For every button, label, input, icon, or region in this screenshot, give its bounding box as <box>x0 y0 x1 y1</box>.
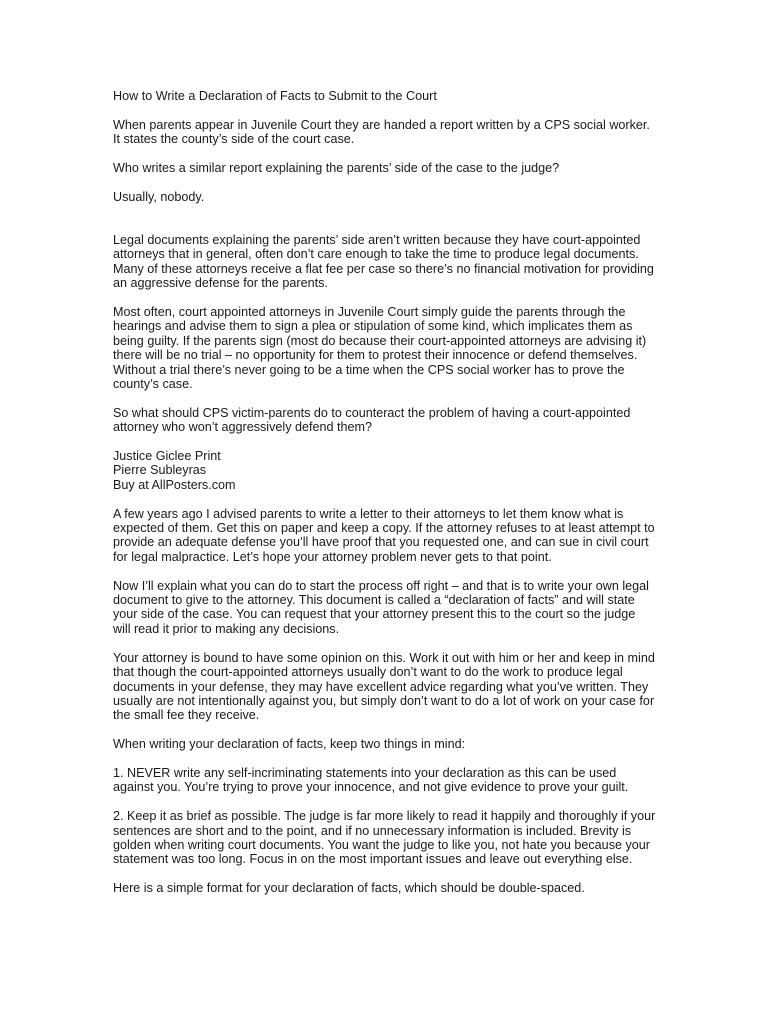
paragraph-answer: Usually, nobody. <box>113 189 205 204</box>
paragraph-letter-advice: A few years ago I advised parents to write a letter to their attorneys to let them know what is expected of them. Get this on paper and keep a copy. If the attorney refuses to at least attempt to provide an adequate defense you’ll have proof that you requested one, and can sue in civil court for legal malpractice. Let’s hope your attorney problem never gets to that point. <box>113 506 655 564</box>
list-item-brief: 2. Keep it as brief as possible. The judge is far more likely to read it happily and thoroughly if your sentences are short and to the point, and if no unnecessary information is included. Brevity is golden when writing court documents. You want the judge to like you, not hate you because your statement was too long. Focus in on the most important issues and leave out everything else. <box>113 809 656 867</box>
paragraph-declaration-intro: Now I’ll explain what you can do to start the process off right – and that is to write your own legal document to give to the attorney. This document is called a “declaration of facts” and will state your side of the case. You can request that your attorney present this to the court so the judge will read it prior to making any decisions. <box>113 578 649 636</box>
document-title: How to Write a Declaration of Facts to Submit to the Court <box>113 89 437 103</box>
paragraph-attorney-opinion: Your attorney is bound to have some opinion on this. Work it out with him or her and keep in mind that though the court-appointed attorneys usually don’t want to do the work to produce legal documents in your defense, they may have excellent advice regarding what you’ve written. They usually are not intentionally against you, but simply don’t want to do a lot of work on your case for the small fee they receive. <box>113 650 655 723</box>
paragraph-legal-documents: Legal documents explaining the parents’ side aren’t written because they have court-appointed attorneys that in general, often don’t care enough to take the time to produce legal documents. Many of these attorneys receive a flat fee per case so there’s no financial motivation for providing an aggressive defense for the parents. <box>113 233 654 291</box>
image-caption: Justice Giclee Print Pierre Subleyras Buy at AllPosters.com <box>113 449 236 492</box>
paragraph-format: Here is a simple format for your declaration of facts, which should be double-spaced. <box>113 881 585 896</box>
paragraph-question: Who writes a similar report explaining the parents’ side of the case to the judge? <box>113 161 560 175</box>
paragraph-what-to-do: So what should CPS victim-parents do to counteract the problem of having a court-appointed attorney who won’t aggressively defend them? <box>113 405 631 435</box>
document-body <box>113 89 673 910</box>
list-item-never: 1. NEVER write any self-incriminating statements into your declaration as this can be used against you. You’re trying to prove your innocence, and not give evidence to prove your guilt. <box>113 765 629 795</box>
paragraph-court-appointed: Most often, court appointed attorneys in Juvenile Court simply guide the parents through the hearings and advise them to sign a plea or stipulation of some kind, which implicates them as being guilty. If the parents sign (most do because their court-appointed attorneys are advising it) there will be no trial – no opportunity for them to protest their innocence or defend themselves. Without a trial there’s never going to be a time when the CPS social worker has to prove the county’s case. <box>113 305 647 392</box>
paragraph-intro: When parents appear in Juvenile Court they are handed a report written by a CPS social worker. It states the county’s side of the court case. <box>113 117 650 147</box>
paragraph-two-things: When writing your declaration of facts, keep two things in mind: <box>113 737 466 752</box>
